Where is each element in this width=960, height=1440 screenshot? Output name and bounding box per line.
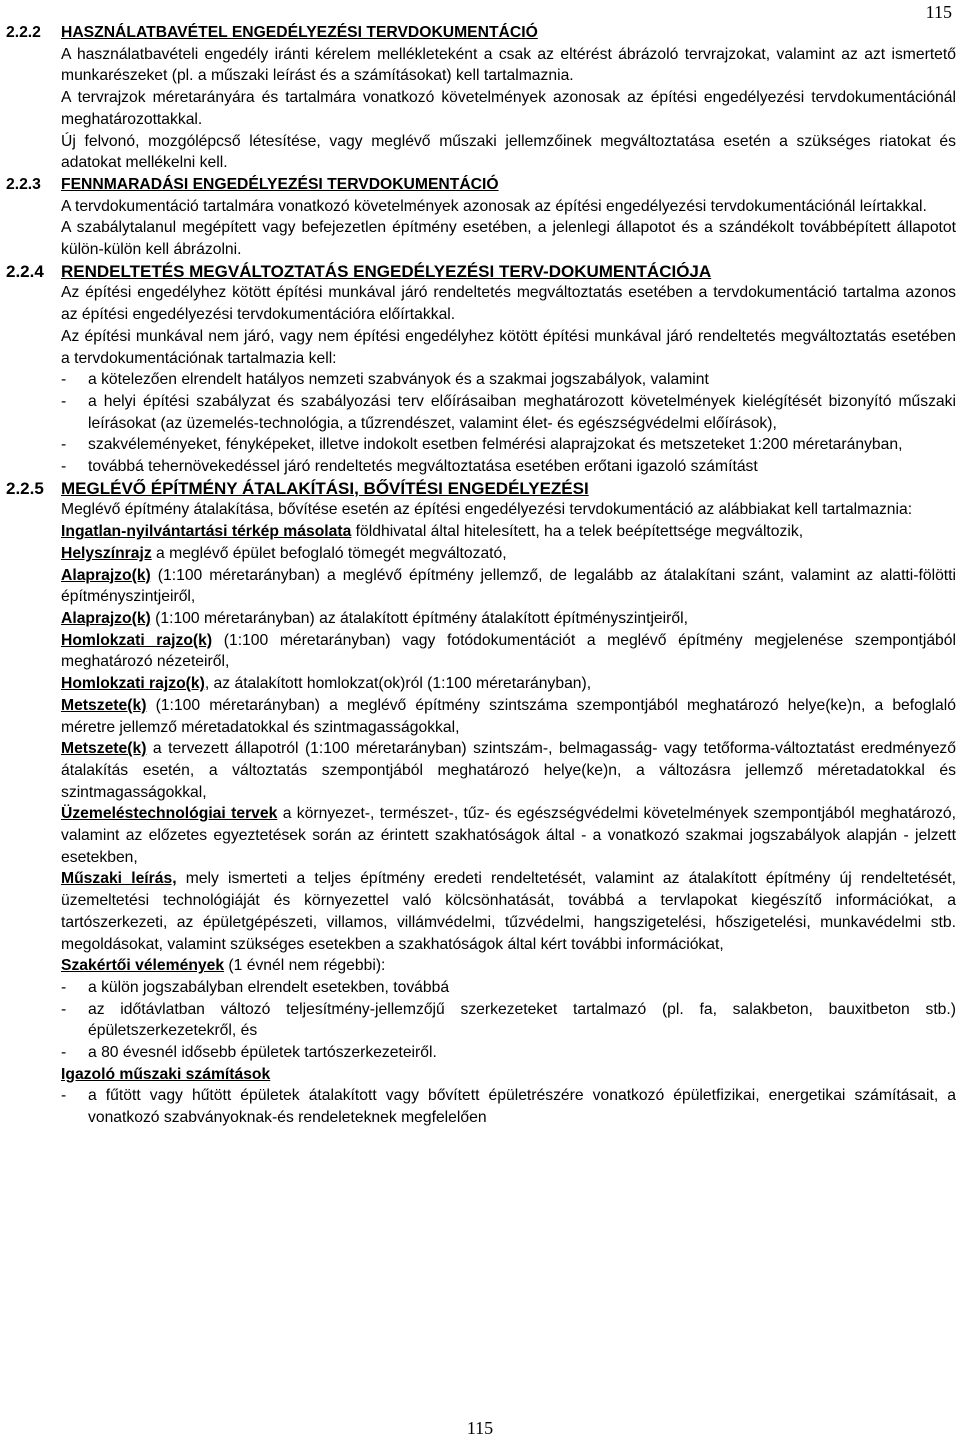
section-number: 2.2.3 xyxy=(6,175,41,193)
list-item xyxy=(61,1042,956,1064)
paragraph: A tervrajzok méretarányára és tartalmára vonatkozó követelmények azonosak az építési engedélyezési tervdokumentációnál meghatározottakkal. xyxy=(61,89,956,128)
list-dash: - xyxy=(61,978,67,996)
list-dash: - xyxy=(61,392,67,410)
requirement-term: Homlokzati rajzo(k) xyxy=(61,631,213,649)
section-2-2-3 xyxy=(6,174,956,261)
requirement-term: Metszete(k) xyxy=(61,696,147,714)
list-item xyxy=(61,369,956,391)
list-item xyxy=(61,1085,956,1128)
section-number: 2.2.5 xyxy=(6,478,44,498)
requirement-text: , az átalakított homlokzat(ok)ról (1:100 méretarányban), xyxy=(204,675,592,693)
requirement-term: Helyszínrajz xyxy=(61,544,152,562)
paragraph: A szabálytalanul megépített vagy befejezetlen építmény esetében, a jelenlegi állapotot és a szándékolt továbbépített állapotot külön-külön kell ábrázolni. xyxy=(61,219,956,259)
section-title: FENNMARADÁSI ENGEDÉLYEZÉSI TERVDOKUMENTÁCIÓ xyxy=(61,175,499,193)
paragraph: Új felvonó, mozgólépcső létesítése, vagy meglévő műszaki jellemzőinek megváltoztatása esetén a szükséges riatokat és adatokat mellékelni kell. xyxy=(61,132,956,172)
list-item xyxy=(61,456,956,478)
section-2-2-4 xyxy=(6,261,956,478)
section-heading xyxy=(6,261,956,283)
requirement-item xyxy=(61,673,956,695)
page-number-top: 115 xyxy=(925,2,952,22)
requirement-term: Műszaki leírás, xyxy=(61,870,177,888)
requirement-item xyxy=(61,1064,956,1086)
list-item-text: a 80 évesnél idősebb épületek tartószerkezeteiről. xyxy=(88,1044,437,1062)
requirement-text: (1:100 méretarányban) a meglévő építmény szintszáma szempontjából meghatározó helye(ke)n, a befoglaló méretre jellemző méretadatokkal és szintmagasságokkal, xyxy=(61,696,956,736)
section-title: RENDELTETÉS MEGVÁLTOZTATÁS ENGEDÉLYEZÉSI TERV-DOKUMENTÁCIÓJA xyxy=(61,261,712,281)
requirement-text: a környezet-, természet-, tűz- és egészségvédelmi követelmények szempontjából meghatározó, valamint az előzetes egyeztetések során az érintett szakhatóságok által - a vonatkozó szakmai jogszabályok alapján - jelzett esetekben, xyxy=(61,805,956,866)
requirement-term: Homlokzati rajzo(k) xyxy=(61,675,205,693)
section-title: HASZNÁLATBAVÉTEL ENGEDÉLYEZÉSI TERVDOKUMENTÁCIÓ xyxy=(61,24,538,41)
section-number: 2.2.4 xyxy=(6,261,44,281)
requirement-text: (1:100 méretarányban) a meglévő építmény jellemző, de legalább az átalakítani szánt, valamint az alatti-fölötti építményszintjeiről, xyxy=(61,566,956,606)
list-item-text: a fűtött vagy hűtött épületek átalakított vagy bővített épületrészére vonatkozó épületfizikai, energetikai számításait, a vonatkozó szabványoknak-és rendeleteknek megfelelően xyxy=(88,1087,956,1127)
paragraph: A tervdokumentáció tartalmára vonatkozó követelmények azonosak az építési engedélyezési tervdokumentációnál leírtakkal. xyxy=(61,197,927,215)
requirement-text: a meglévő épület befoglaló tömegét megváltozató, xyxy=(151,544,507,562)
section-heading xyxy=(6,478,956,500)
requirement-item xyxy=(61,521,956,543)
page-content xyxy=(6,22,956,1129)
section-title: MEGLÉVŐ ÉPÍTMÉNY ÁTALAKÍTÁSI, BŐVÍTÉSI ENGEDÉLYEZÉSI xyxy=(61,478,589,498)
list-item xyxy=(61,391,956,434)
requirement-term: Metszete(k) xyxy=(61,740,147,758)
page-number-bottom: 115 xyxy=(466,1418,494,1438)
list-item-text: a külön jogszabályban elrendelt esetekben, továbbá xyxy=(88,978,450,996)
requirement-text: mely ismerteti a teljes építmény eredeti rendeltetését, valamint az átalakított építmény új rendeltetését, üzemeltetési technológiáját és környezettel való kölcsönhatását, továbbá a tervlapokat kiegészítő információkat, a tartószerkezeti, az épületgépészeti, villamos, villámvédelmi, tűzvédelmi, hangszigetelési, hőszigetelési, munkavédelmi stb. megoldásokat, valamint szükséges esetekben a szakhatóságok által kért további információkat, xyxy=(61,870,956,953)
list-dash: - xyxy=(61,458,67,476)
requirement-item xyxy=(61,695,956,738)
requirement-text: földhivatal által hitelesített, ha a telek beépítettsége megváltozik, xyxy=(351,523,804,541)
list-item-text: szakvéleményeket, fényképeket, illetve indokolt esetben felmérési alaprajzokat és metszeteket 1:200 méretarányban, xyxy=(88,436,903,454)
list-dash: - xyxy=(61,371,67,389)
paragraph: Az építési munkával nem járó, vagy nem építési engedélyhez kötött építési munkával járó rendeltetés megváltoztatás esetében a tervdokumentációnak tartalmazia kell: xyxy=(61,327,956,367)
list-item xyxy=(61,434,956,456)
list-item-text: az időtávlatban változó teljesítmény-jellemzőjű szerkezeteket tartalmazó (pl. fa, salakbeton, bauxitbeton stb.) épületszerkezetekről, és xyxy=(88,1000,956,1040)
section-2-2-2 xyxy=(6,22,956,174)
requirement-item xyxy=(61,630,956,673)
section-heading xyxy=(6,174,956,196)
requirement-item xyxy=(61,803,956,868)
paragraph: A használatbavételi engedély iránti kérelem mellékleteként a csak az eltérést ábrázoló tervrajzokat, valamint az azt ismertető munkarészeket (pl. a műszaki leírást és a számításokat) kell tartalmaznia. xyxy=(61,45,956,85)
paragraph: Az építési engedélyhez kötött építési munkával járó rendeltetés megváltoztatás esetében a tervdokumentáció tartalma azonos az építési engedélyezési tervdokumentációra előírtakkal. xyxy=(61,284,956,324)
requirement-item xyxy=(61,608,956,630)
list-item xyxy=(61,977,956,999)
requirement-term: Üzemeléstechnológiai tervek xyxy=(61,805,278,823)
list-dash: - xyxy=(61,436,67,454)
requirement-item xyxy=(61,868,956,955)
requirement-text: (1 évnél nem régebbi): xyxy=(224,957,386,975)
requirement-item xyxy=(61,738,956,803)
requirement-term: Ingatlan-nyilvántartási térkép másolata xyxy=(61,523,352,541)
requirement-term: Alaprajzo(k) xyxy=(61,566,151,584)
requirement-item xyxy=(61,565,956,608)
requirement-text: (1:100 méretarányban) vagy fotódokumentációt a meglévő építmény megjelenése szempontjából meghatározó nézeteiről, xyxy=(61,631,956,671)
requirement-text: (1:100 méretarányban) az átalakított építmény átalakított építményszintjeiről, xyxy=(150,609,688,627)
paragraph: Meglévő építmény átalakítása, bővítése esetén az építési engedélyezési tervdokumentáció az alábbiakat kell tartalmaznia: xyxy=(61,501,913,519)
requirement-item xyxy=(61,955,956,977)
list-dash: - xyxy=(61,1087,67,1105)
section-heading xyxy=(6,22,956,44)
requirement-term: Szakértői vélemények xyxy=(61,957,225,975)
requirement-term: Alaprajzo(k) xyxy=(61,609,151,627)
list-item-text: a kötelezően elrendelt hatályos nemzeti szabványok és a szakmai jogszabályok, valamint xyxy=(88,371,709,389)
list-item-text: továbbá tehernövekedéssel járó rendeltetés megváltoztatása esetében erőtani igazoló számítást xyxy=(88,458,758,476)
list-item xyxy=(61,999,956,1042)
requirement-text: a tervezett állapotról (1:100 méretarányban) szintszám-, belmagasság- vagy tetőforma-változtatást eredményező átalakítás esetén, a változtatás szempontjából meghatározó helye(ke)n, a változásra jellemző méretadatokkal és szintmagasságokkal, xyxy=(61,740,956,801)
requirement-item xyxy=(61,543,956,565)
list-dash: - xyxy=(61,1000,67,1018)
list-item-text: a helyi építési szabályzat és szabályozási terv előírásaiban meghatározott követelmények kielégítését bizonyító műszaki leírásokat (az üzemelés-technológia, a tűzrendészet, valamint élet- és egészségvédelmi előírások), xyxy=(88,392,956,432)
list-dash: - xyxy=(61,1044,67,1062)
requirement-term: Igazoló műszaki számítások xyxy=(61,1065,271,1083)
section-number: 2.2.2 xyxy=(6,24,41,41)
section-2-2-5 xyxy=(6,478,956,1129)
